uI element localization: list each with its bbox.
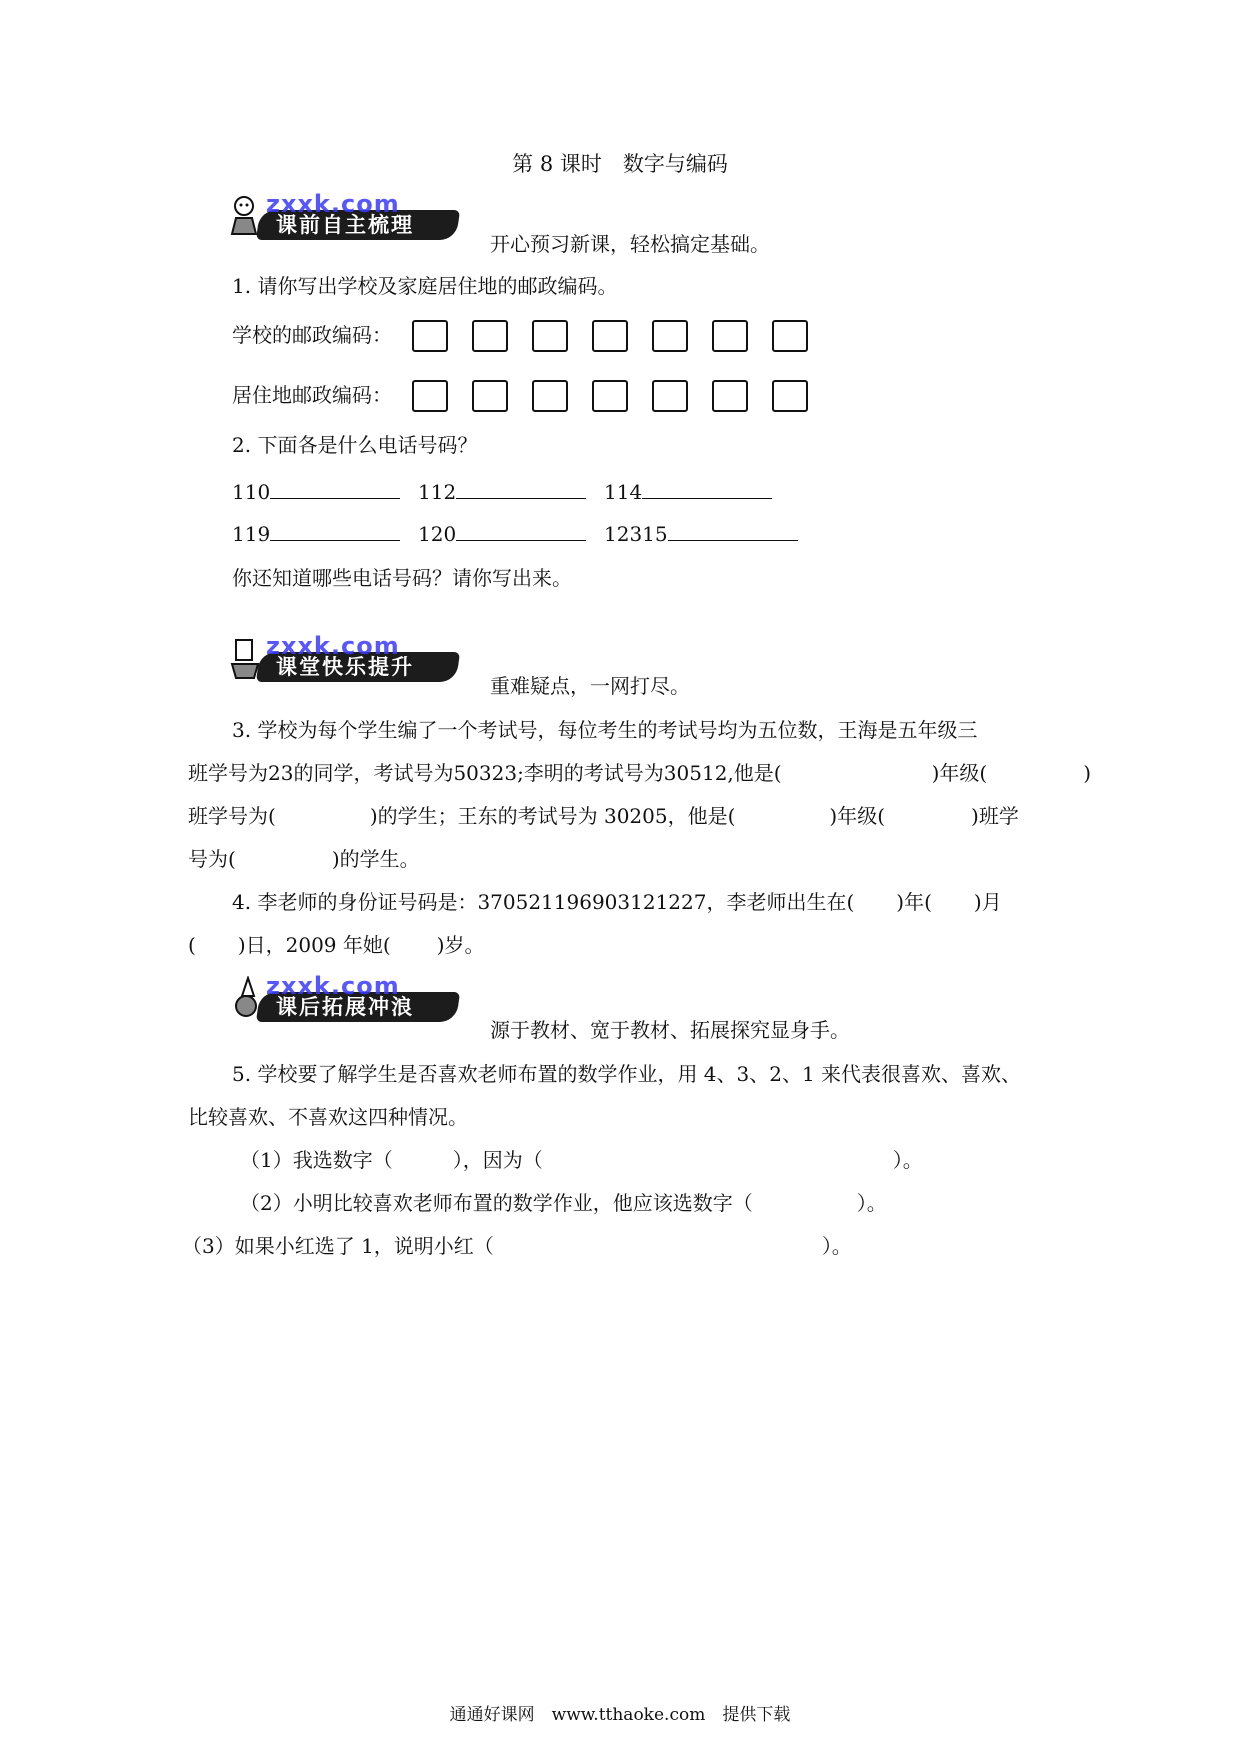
digit-box[interactable] <box>532 320 568 352</box>
phone-item <box>604 520 798 548</box>
question-3-line <box>188 845 420 873</box>
digit-box[interactable] <box>772 380 808 412</box>
section-subtitle: 开心预习新课，轻松搞定基础。 <box>490 232 770 256</box>
digit-box[interactable] <box>532 380 568 412</box>
text-fragment: ）。 <box>821 1234 852 1258</box>
text-fragment: )年级( <box>829 804 886 828</box>
banner-label: 课后拓展冲浪 <box>276 995 414 1019</box>
answer-blank[interactable] <box>456 480 586 499</box>
phone-item <box>604 478 772 506</box>
text-fragment: （2）小明比较喜欢老师布置的数学作业，他应该选数字（ <box>240 1191 753 1215</box>
digit-box[interactable] <box>772 320 808 352</box>
question-5-sub3 <box>182 1232 852 1260</box>
phone-number: 112 <box>418 480 457 504</box>
digit-box[interactable] <box>412 380 448 412</box>
digit-box[interactable] <box>652 320 688 352</box>
watermark: zxxk.com <box>266 972 400 1000</box>
digit-box[interactable] <box>712 380 748 412</box>
text-fragment: )的学生；王东的考试号为 30205，他是( <box>369 804 736 828</box>
text-fragment: （3）如果小红选了 1，说明小红（ <box>182 1234 494 1258</box>
phone-item <box>418 520 586 548</box>
text-fragment: )年级( <box>931 761 988 785</box>
phone-number: 12315 <box>604 522 668 546</box>
text-fragment: 班学号为23的同学，考试号为50323;李明的考试号为30512,他是( <box>188 761 782 785</box>
text-fragment: ）。 <box>856 1191 887 1215</box>
text-fragment: 4. 李老师的身份证号码是：370521196903121227，李老师出生在( <box>232 890 855 914</box>
phone-number: 114 <box>604 480 643 504</box>
answer-blank[interactable] <box>270 480 400 499</box>
question-3-line <box>188 802 1019 830</box>
text-fragment: 班学号为( <box>188 804 276 828</box>
banner-label: 课前自主梳理 <box>276 213 414 237</box>
home-postcode-label: 居住地邮政编码： <box>232 383 392 407</box>
text-fragment: 号为( <box>188 847 236 871</box>
text-fragment: )岁。 <box>436 933 485 957</box>
question-2: 2. 下面各是什么电话号码？ <box>232 433 478 457</box>
phone-number: 120 <box>418 522 457 546</box>
text-fragment: )班学 <box>971 804 1019 828</box>
text-fragment: ），因为（ <box>452 1148 543 1172</box>
phone-item <box>232 478 400 506</box>
section-banner-after <box>228 970 468 1028</box>
section-subtitle: 重难疑点，一网打尽。 <box>490 674 690 698</box>
digit-box[interactable] <box>652 380 688 412</box>
phone-number: 110 <box>232 480 271 504</box>
digit-box[interactable] <box>592 320 628 352</box>
question-1: 1. 请你写出学校及家庭居住地的邮政编码。 <box>232 274 618 298</box>
answer-blank[interactable] <box>270 522 400 541</box>
section-banner-preview <box>228 188 468 246</box>
text-fragment: ( <box>188 933 196 957</box>
text-fragment: )年( <box>896 890 932 914</box>
digit-box[interactable] <box>472 320 508 352</box>
page-title: 第 8 课时 数字与编码 <box>512 152 728 176</box>
question-5-sub2 <box>240 1189 887 1217</box>
question-5-sub1 <box>240 1146 923 1174</box>
digit-box[interactable] <box>712 320 748 352</box>
question-5-line: 比较喜欢、不喜欢这四种情况。 <box>188 1105 468 1129</box>
text-fragment: ）。 <box>892 1148 923 1172</box>
watermark: zxxk.com <box>266 632 400 660</box>
question-5-line: 5. 学校要了解学生是否喜欢老师布置的数学作业，用 4、3、2、1 来代表很喜欢、喜欢、 <box>232 1062 1022 1086</box>
section-banner-class <box>228 630 468 688</box>
question-3-line <box>188 759 1091 787</box>
digit-box[interactable] <box>412 320 448 352</box>
text-fragment: )的学生。 <box>331 847 420 871</box>
phone-item <box>418 478 586 506</box>
watermark: zxxk.com <box>266 190 400 218</box>
answer-blank[interactable] <box>642 480 772 499</box>
digit-box[interactable] <box>472 380 508 412</box>
text-fragment: ) <box>1083 761 1092 785</box>
phone-item <box>232 520 400 548</box>
question-4-line <box>188 931 485 959</box>
question-3-line: 3. 学校为每个学生编了一个考试号，每位考生的考试号均为五位数，王海是五年级三 <box>232 718 978 742</box>
phone-number: 119 <box>232 522 271 546</box>
text-fragment: （1）我选数字（ <box>240 1148 393 1172</box>
question-2-followup: 你还知道哪些电话号码？请你写出来。 <box>232 566 572 590</box>
section-subtitle: 源于教材、宽于教材、拓展探究显身手。 <box>490 1018 850 1042</box>
text-fragment: )日，2009 年她( <box>237 933 391 957</box>
text-fragment: )月 <box>973 890 1002 914</box>
answer-blank[interactable] <box>456 522 586 541</box>
answer-blank[interactable] <box>668 522 798 541</box>
page-footer: 通通好课网 www.tthaoke.com 提供下载 <box>449 1705 791 1725</box>
digit-box[interactable] <box>592 380 628 412</box>
question-4-line <box>232 888 1002 916</box>
school-postcode-label: 学校的邮政编码： <box>232 323 392 347</box>
banner-label: 课堂快乐提升 <box>276 655 414 679</box>
